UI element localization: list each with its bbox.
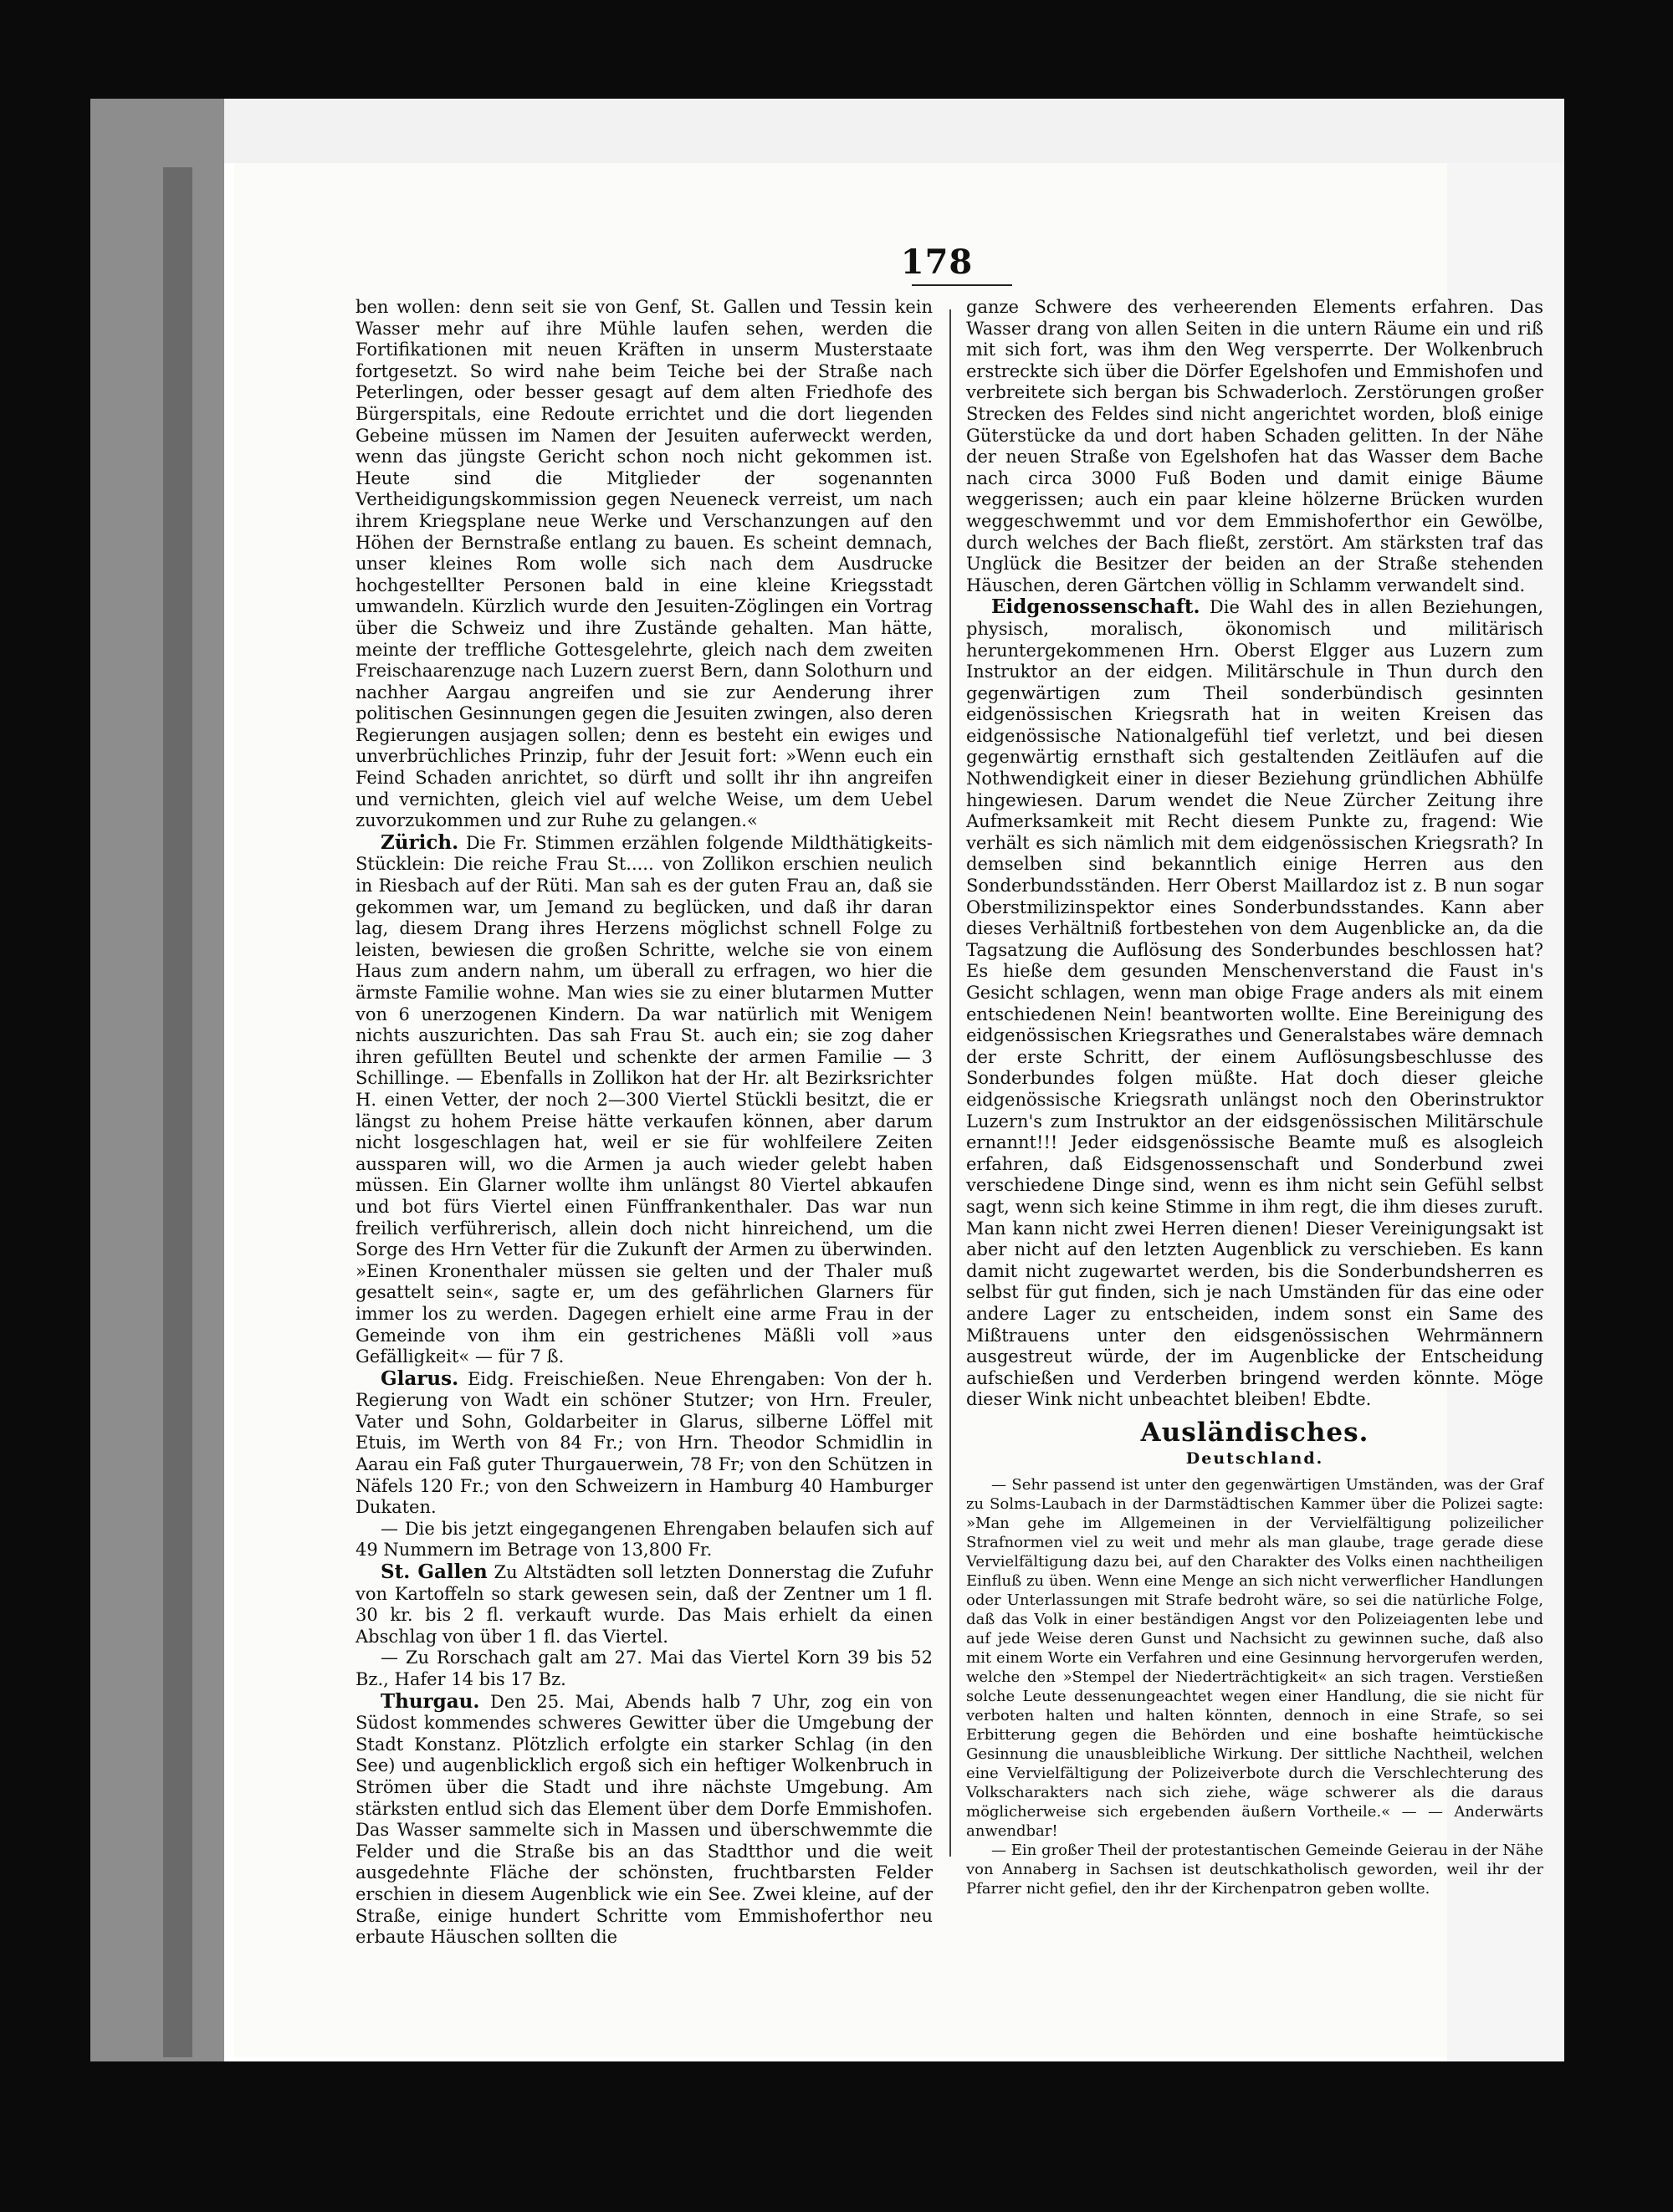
article-deutschland-solms: — Sehr passend ist unter den gegenwärtigen Umständen, was der Graf zu Solms-Laubach in der Darmstädtischen Kammer über die Polizei sagte: »Man gehe im Allgemeinen in der Vervielfältigung polizeilicher Strafnormen viel zu weit und mehr als man glaube, trage gerade diese Vervielfältigung dazu bei, auf den Charakter des Volks einen nachtheiligen Einfluß zu üben. Wenn eine Menge an sich nicht verwerflicher Handlungen oder Unterlassungen mit Strafe bedroht wäre, so sei die natürliche Folge, daß das Volk in einer beständigen Angst vor den Polizeiagenten lebe und auf jede Weise deren Gunst und Nachsicht zu gewinnen suche, daß also mit einem Worte ein Verfahren und eine Gesinnung hervorgerufen werden, welche den »Stempel der Niederträchtigkeit« an sich tragen. Verstießen solche Leute dessenungeachtet wegen einer Handlung, die sie nicht für verboten halten und halten könnten, dennoch in eine Strafe, so sei Erbitterung gegen die Behörden und eine boshafte heimtückische Gesinnung die unausbleibliche Wirkung. Der sittliche Nachtheil, welchen eine Vervielfältigung der Polizeiverbote durch die Verschlechterung des Volkscharakters nach sich ziehe, wäge schwerer als die daraus möglicherweise sich ergebenden äußern Vortheile.« — — Anderwärts anwendbar! xyxy=(966,1476,1543,1841)
article-eidgenossenschaft-heading: Eidgenossenschaft. xyxy=(991,595,1200,619)
left-column xyxy=(356,297,933,1949)
article-zurich-text: Die Fr. Stimmen erzählen folgende Mildthätigkeits-Stücklein: Die reiche Frau St..... von Zollikon erschien neulich in Riesbach auf der Rüti. Man sah es der guten Frau an, daß sie gekommen war, um Jemand zu beglücken, und daß ihr daran lag, diesem Drang ihres Herzens möglichst schnell Folge zu leisten, bewiesen die großen Schritte, welche sie von einem Haus zum andern nahm, um überall zu erfragen, wo hier die ärmste Familie wohne. Man wies sie zu einer blutarmen Mutter von 6 unerzogenen Kindern. Da war natürlich mit Wenigem nichts auszurichten. Das sah Frau St. auch ein; sie zog daher ihren gefüllten Beutel und schenkte der armen Familie — 3 Schillinge. — Ebenfalls in Zollikon hat der Hr. alt Bezirksrichter H. einen Vetter, der noch 2—300 Viertel Stückli besitzt, die er längst zu hohem Preise hätte verkaufen können, aber darum nicht losgeschlagen hat, weil er sie für wohlfeilere Zeiten aussparen will, wo die Armen ja auch wieder gelebt haben müssen. Ein Glarner wollte ihm unlängst 80 Viertel abkaufen und bot fürs Viertel einen Fünffrankenthaler. Das war nun freilich verführerisch, allein doch nicht hinreichend, um die Sorge des Hrn Vetter für die Zukunft der Armen zu überwinden. »Einen Kronenthaler müssen sie gelten und der Thaler muß gesattelt sein«, sagte er, um des gefährlichen Glarners für immer los zu werden. Dagegen erhielt eine arme Frau in der Gemeinde von ihm ein gestrichenes Mäßli voll »aus Gefälligkeit« — für 7 ß. xyxy=(356,832,933,1367)
column-divider xyxy=(949,309,951,1857)
book-fore-edge-dark xyxy=(163,167,192,2057)
article-thurgau xyxy=(356,1691,933,1949)
article-glarus-heading: Glarus. xyxy=(381,1367,459,1390)
section-heading-auslaendisches: Ausländisches. xyxy=(1140,1417,1369,1448)
article-eidgenossenschaft xyxy=(966,596,1543,1411)
article-glarus-text: Eidg. Freischießen. Neue Ehrengaben: Von der h. Regierung von Wadt ein schöner Stutzer; von Hrn. Freuler, Vater und Sohn, Goldarbeiter in Glarus, silberne Löffel mit Etuis, im Werth von 84 Fr.; von Hrn. Theodor Schmidlin in Aarau ein Faß guter Thurgauerwein, 78 Fr; von den Schützen in Näfels 120 Fr.; von den Schweizern in Hamburg 40 Hamburger Dukaten. xyxy=(356,1368,933,1518)
scan-border-bottom xyxy=(0,2061,1673,2212)
article-thurgau-heading: Thurgau. xyxy=(381,1689,480,1713)
article-stgallen xyxy=(356,1561,933,1648)
article-fribourg-continued: ben wollen: denn seit sie von Genf, St. Gallen und Tessin kein Wasser mehr auf ihre Mühle laufen sehen, werden die Fortifikationen mit neuen Kräften in unserm Musterstaate fortgesetzt. So wird nahe beim Teiche bei der Straße nach Peterlingen, oder besser gesagt auf dem alten Friedhofe des Bürgerspitals, eine Redoute errichtet und die dort liegenden Gebeine müssen im Namen der Jesuiten auferweckt werden, wenn das jüngste Gericht schon noch nicht gekommen ist. Heute sind die Mitglieder der sogenannten Vertheidigungskommission gegen Neueneck verreist, um nach ihrem Kriegsplane neue Werke und Verschanzungen auf den Höhen der Bernstraße entlang zu bauen. Es scheint demnach, unser kleines Rom wolle sich nach dem Ausdrucke hochgestellter Personen bald in eine kleine Kriegsstadt umwandeln. Kürzlich wurde den Jesuiten-Zöglingen ein Vortrag über die Schweiz und ihre Zustände gehalten. Man hätte, meinte der treffliche Gottesgelehrte, gleich nach dem zweiten Freischaarenzuge nach Luzern zuerst Bern, dann Solothurn und nachher Aargau angreifen und sie zur Aenderung ihrer politischen Gesinnungen gegen die Jesuiten zwingen, also deren Regierungen ausjagen sollen; denn es besteht ein ewiges und unverbrüchliches Prinzip, fuhr der Jesuit fort: »Wenn euch ein Feind Schaden anrichtet, so dürft und sollt ihr ihn angreifen und vernichten, gleich viel auf welche Weise, um dem Uebel zuvorzukommen und zur Ruhe zu gelangen.« xyxy=(356,297,933,831)
article-thurgau-continued: ganze Schwere des verheerenden Elements erfahren. Das Wasser drang von allen Seiten in die untern Räume ein und riß mit sich fort, was ihm den Weg versperrte. Der Wolkenbruch erstreckte sich über die Dörfer Egelshofen und Emmishofen und verbreitete sich bergan bis Schwaderloch. Zerstörungen großer Strecken des Feldes sind nicht angerichtet worden, bloß einige Güterstücke da und dort haben Schaden gelitten. In der Nähe der neuen Straße von Egelshofen hat das Wasser dem Bache nach circa 3000 Fuß Boden und damit einige Bäume weggerissen; auch ein paar kleine hölzerne Brücken wurden weggeschwemmt und vor dem Emmishoferthor ein Gewölbe, durch welches der Bach fließt, zerstört. Am stärksten traf das Unglück die Besitzer der beiden an der Straße stehenden Häuschen, deren Gärtchen völlig in Schlamm verwandelt sind. xyxy=(966,297,1543,595)
article-eidgenossenschaft-text: Die Wahl des in allen Beziehungen, physisch, moralisch, ökonomisch und militärisch heruntergekommenen Hrn. Oberst Elgger aus Luzern zum Instruktor an der eidgen. Militärschule in Thun durch den gegenwärtigen zum Theil sonderbündisch gesinnten eidgenössischen Kriegsrath hat in weiten Kreisen das eidgenössische Nationalgefühl tief verletzt, und bei diesen gegenwärtig ernsthaft sich gestaltenden Zeitläufen auf die Nothwendigkeit einer in dieser Beziehung gründlichen Abhülfe hingewiesen. Darum wendet die Neue Zürcher Zeitung ihre Aufmerksamkeit mit Recht diesem Punkte zu, fragend: Wie verhält es sich nämlich mit dem eidgenössischen Kriegsrath? In demselben sind bekanntlich einige Herren aus den Sonderbundsständen. Herr Oberst Maillardoz ist z. B nun sogar Oberstmilizinspektor eines Sonderbundsstandes. Kann aber dieses Verhältniß fortbestehen von dem Augenblicke an, da die Tagsatzung die Auflösung des Sonderbundes beschlossen hat? Es hieße dem gesunden Menschenverstand die Faust in's Gesicht schlagen, wenn man obige Frage anders als mit einem entschiedenen Nein! beantworten wollte. Eine Bereinigung des eidgenössischen Kriegsrathes und Generalstabes wäre demnach der erste Schritt, der einem Auflösungsbeschlusse des Sonderbundes folgen müßte. Hat doch dieser gleiche eidgenössische Kriegsrath unlängst noch den Oberinstruktor Luzern's zum Instruktor an der eidsgenössischen Militärschule ernannt!!! Jeder eidsgenössische Beamte muß es alsogleich erfahren, daß Eidsgenossenschaft und Sonderbund zwei verschiedene Dinge sind, wenn es ihm nicht sein Gefühl selbst sagt, wenn sich keine Stimme in ihm regt, die ihm dieses zuruft. Man kann nicht zwei Herren dienen! Dieser Vereinigungsakt ist aber nicht auf den letzten Augenblick zu verschieben. Es kann damit nicht zugewartet werden, bis die Sonderbundsherren es selbst für gut finden, sich je nach Umständen für das eine oder andere Lager zu entscheiden, indem sonst ein Same des Mißtrauens unter den eidsgenössischen Wehrmännern ausgestreut würde, der im Augenblicke der Entscheidung aufschießen und Verderben bringend werden könnte. Möge dieser Wink nicht unbeachtet bleiben! xyxy=(966,597,1543,1410)
article-thurgau-text: Den 25. Mai, Abends halb 7 Uhr, zog ein von Südost kommendes schweres Gewitter über die Umgebung der Stadt Konstanz. Plötzlich erfolgte ein starker Schlag (in den See) und augenblicklich ergoß sich ein heftiger Wolkenbruch in Strömen über die Stadt und ihre nächste Umgebung. Am stärksten entlud sich das Element über dem Dorfe Emmishofen. Das Wasser sammelte sich in Massen und überschwemmte die Felder und die Straße bis an das Stadtthor und die weit ausgedehnte Fläche der schönsten, fruchtbarsten Felder erschien in diesem Augenblick wie ein See. Zwei kleine, auf der Straße, einige hundert Schritte vom Emmishoferthor neu erbaute Häuschen sollten die xyxy=(356,1691,933,1948)
scan-border-right xyxy=(1564,0,1673,2212)
article-glarus-followup: — Die bis jetzt eingegangenen Ehrengaben belaufen sich auf 49 Nummern im Betrage von 13,800 Fr. xyxy=(356,1518,933,1561)
article-zurich xyxy=(356,832,933,1368)
article-eidgenossenschaft-signature: Ebdte. xyxy=(1312,1389,1372,1410)
scan-border-top xyxy=(0,0,1673,99)
scan-border-left xyxy=(0,0,90,2212)
article-stgallen-followup: — Zu Rorschach galt am 27. Mai das Viertel Korn 39 bis 52 Bz., Hafer 14 bis 17 Bz. xyxy=(356,1648,933,1689)
page-top-margin xyxy=(224,99,1564,163)
article-glarus xyxy=(356,1368,933,1519)
right-column xyxy=(966,297,1543,1898)
subheading-deutschland: Deutschland. xyxy=(1185,1449,1324,1469)
header-rule xyxy=(912,284,1012,286)
article-stgallen-text: Zu Altstädten soll letzten Donnerstag die Zufuhr von Kartoffeln so stark gewesen sein, daß der Zentner um 1 fl. 30 kr. bis 2 fl. verkauft wurde. Das Mais erhielt da einen Abschlag von über 1 fl. das Viertel. xyxy=(356,1562,933,1647)
page-number: 178 xyxy=(900,243,974,282)
article-zurich-heading: Zürich. xyxy=(381,830,459,854)
article-stgallen-heading: St. Gallen xyxy=(381,1561,488,1584)
book-fore-edge xyxy=(90,99,224,2061)
article-deutschland-geierau: — Ein großer Theil der protestantischen Gemeinde Geierau in der Nähe von Annaberg in Sachsen ist deutschkatholisch geworden, weil ihr der Pfarrer nicht gefiel, den ihr der Kirchenpatron geben wollte. xyxy=(966,1842,1543,1898)
